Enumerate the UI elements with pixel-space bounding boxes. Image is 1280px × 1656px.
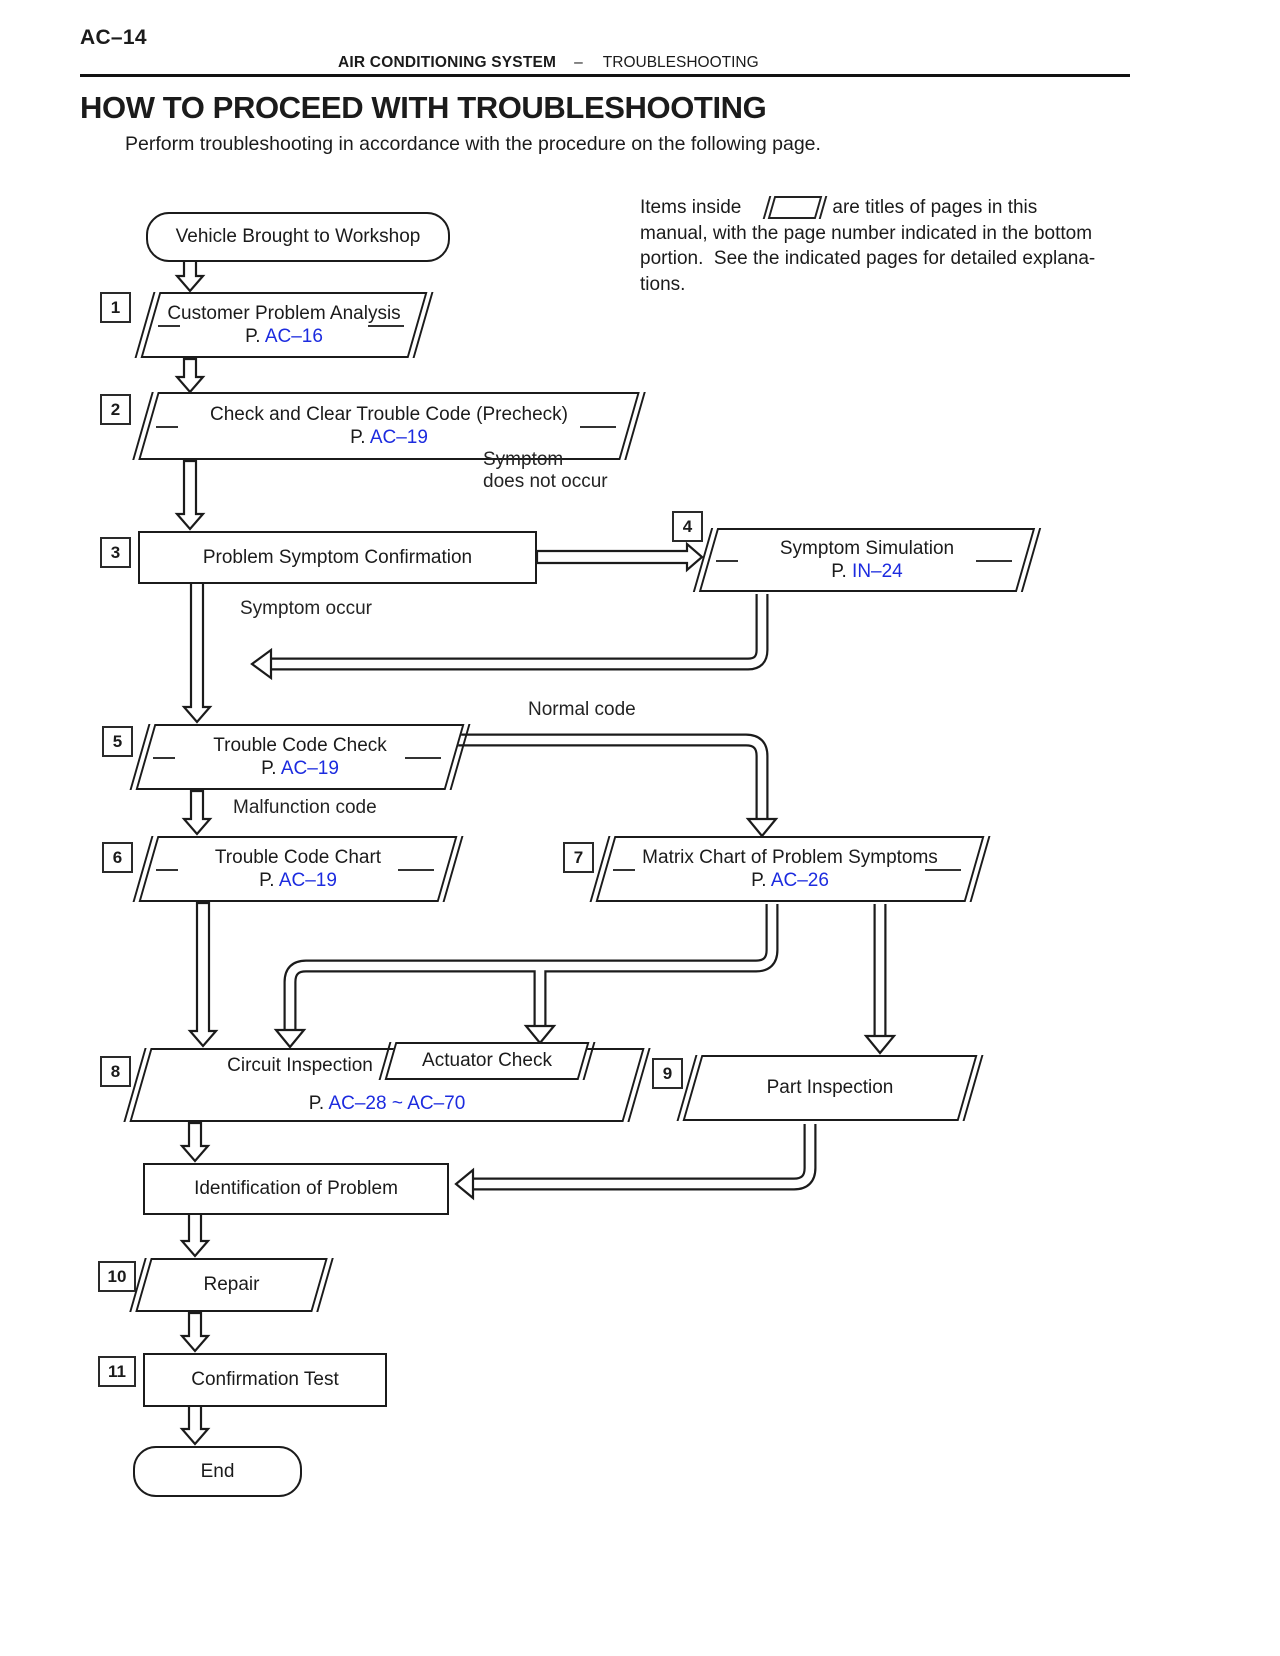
- edge-label-malfunction-code: Malfunction code: [233, 797, 377, 818]
- arrowhead-step9-return: [456, 1170, 473, 1198]
- divider-tick: [925, 869, 961, 871]
- page-ref-prefix: P.: [350, 426, 366, 448]
- node-title: Problem Symptom Confirmation: [202, 546, 473, 568]
- page-ref-prefix: P.: [308, 1093, 325, 1114]
- step-badge-10: 10: [98, 1261, 136, 1292]
- arrow-step1-to-step2: [177, 359, 203, 392]
- page-ref-link[interactable]: AC–28: [328, 1093, 387, 1114]
- divider-tick: [976, 560, 1012, 562]
- arrowhead-step4-return: [252, 650, 271, 678]
- node-title: Customer Problem Analysis: [167, 302, 401, 324]
- header-section: AIR CONDITIONING SYSTEM: [338, 54, 557, 71]
- page-ref-link[interactable]: AC–70: [407, 1093, 466, 1114]
- step-badge-2: 2: [100, 394, 131, 425]
- node-symptom-simulation: [708, 528, 1026, 592]
- divider-tick: [368, 325, 404, 327]
- arrow-repair-to-confirmation: [182, 1313, 208, 1351]
- node-trouble-code-check: [145, 724, 455, 790]
- node-actuator-check: [390, 1042, 584, 1080]
- page-ref-link[interactable]: AC–16: [264, 325, 323, 347]
- node-matrix-chart-of-problem-symptoms: [605, 836, 975, 902]
- node-part-inspection: [692, 1055, 968, 1121]
- intro-text: Perform troubleshooting in accordance with the procedure on the following page.: [125, 133, 821, 155]
- header-topic: TROUBLESHOOTING: [602, 54, 759, 71]
- node-title: Check and Clear Trouble Code (Precheck): [209, 403, 568, 425]
- divider-tick: [158, 325, 180, 327]
- arrow-step3-to-step4: [537, 544, 702, 570]
- arrowhead-normal-code: [748, 819, 776, 836]
- pipe-normal-code: [446, 740, 762, 820]
- node-problem-symptom-confirmation: [138, 531, 537, 584]
- divider-tick: [405, 757, 441, 759]
- page-number: AC–14: [80, 26, 147, 49]
- edge-label-symptom-occur: Symptom occur: [240, 598, 372, 619]
- step-badge-6: 6: [102, 842, 133, 873]
- divider-tick: [156, 426, 178, 428]
- page-ref-link[interactable]: AC–26: [770, 869, 829, 891]
- node-title: Repair: [203, 1274, 260, 1295]
- node-title: Symptom Simulation: [779, 537, 955, 559]
- legend-line-3: portion. See the indicated pages for detailed explana-: [640, 248, 1096, 269]
- node-repair: [143, 1258, 320, 1312]
- legend-line-1-before: Items inside: [640, 197, 742, 218]
- node-trouble-code-chart: [148, 836, 448, 902]
- node-customer-problem-analysis: [150, 292, 418, 358]
- node-confirmation-test: [143, 1353, 387, 1407]
- divider-tick: [153, 757, 175, 759]
- node-title: End: [200, 1460, 235, 1482]
- page-ref-link[interactable]: IN–24: [852, 560, 903, 582]
- node-title: Identification of Problem: [194, 1178, 398, 1199]
- node-title: Actuator Check: [422, 1050, 552, 1071]
- page-ref-row: [140, 1093, 634, 1115]
- page-title: HOW TO PROCEED WITH TROUBLESHOOTING: [80, 90, 767, 125]
- node-title: Part Inspection: [766, 1077, 894, 1098]
- node-vehicle-brought-to-workshop: [146, 212, 450, 262]
- edge-label-symptom-does-not-occur: Symptom does not occur: [483, 449, 608, 492]
- divider-tick: [580, 426, 616, 428]
- page-ref-join: ~: [391, 1093, 403, 1114]
- node-title: Matrix Chart of Problem Symptoms: [642, 846, 938, 868]
- legend-line-1-after: are titles of pages in this: [832, 197, 1038, 218]
- page-ref-prefix: P.: [751, 869, 767, 891]
- page-ref-link[interactable]: AC–19: [280, 757, 339, 779]
- arrowhead-to-actuator-check: [526, 1026, 554, 1043]
- page-ref-prefix: P.: [831, 560, 847, 582]
- edge-label-normal-code: Normal code: [528, 699, 636, 720]
- arrow-start-to-step1: [177, 260, 203, 291]
- divider-tick: [716, 560, 738, 562]
- step-badge-1: 1: [100, 292, 131, 323]
- arrow-identification-to-repair: [182, 1212, 208, 1256]
- page-ref-prefix: P.: [261, 757, 277, 779]
- arrow-step8-to-identification: [182, 1123, 208, 1161]
- legend-line-4: tions.: [640, 273, 686, 295]
- header-separator: –: [574, 54, 583, 71]
- arrow-step2-to-step3: [177, 461, 203, 529]
- legend-line-2: manual, with the page number indicated in the bottom: [640, 222, 1093, 244]
- arrow-step5-to-step6: [184, 791, 210, 834]
- divider-tick: [398, 869, 434, 871]
- node-identification-of-problem: [143, 1163, 449, 1215]
- node-title: Trouble Code Chart: [214, 846, 382, 868]
- pipe-step9-return: [474, 1124, 810, 1184]
- arrow-step6-to-step8: [190, 903, 216, 1046]
- divider-tick: [156, 869, 178, 871]
- page-ref-prefix: P.: [259, 869, 275, 891]
- node-end: [133, 1446, 302, 1497]
- step-badge-7: 7: [563, 842, 594, 873]
- step-badge-8: 8: [100, 1056, 131, 1087]
- page-ref-link[interactable]: AC–19: [369, 426, 428, 448]
- page-ref-prefix: P.: [245, 325, 261, 347]
- arrow-confirmation-to-end: [182, 1404, 208, 1444]
- divider-tick: [613, 869, 635, 871]
- page-ref-link[interactable]: AC–19: [278, 869, 337, 891]
- arrowhead-to-circuit-inspection: [276, 1030, 304, 1047]
- step-badge-3: 3: [100, 537, 131, 568]
- arrow-step3-to-step5: [184, 581, 210, 722]
- node-title: Trouble Code Check: [213, 734, 387, 756]
- node-title: Circuit Inspection: [227, 1055, 373, 1076]
- node-title: Confirmation Test: [191, 1369, 339, 1390]
- step-badge-11: 11: [98, 1356, 136, 1387]
- step-badge-4: 4: [672, 511, 703, 542]
- step-badge-9: 9: [652, 1058, 683, 1089]
- node-title: Vehicle Brought to Workshop: [175, 226, 421, 247]
- arrowhead-to-part-inspection: [866, 1036, 894, 1053]
- node-circuit-inspection: [140, 1048, 634, 1122]
- step-badge-5: 5: [102, 726, 133, 757]
